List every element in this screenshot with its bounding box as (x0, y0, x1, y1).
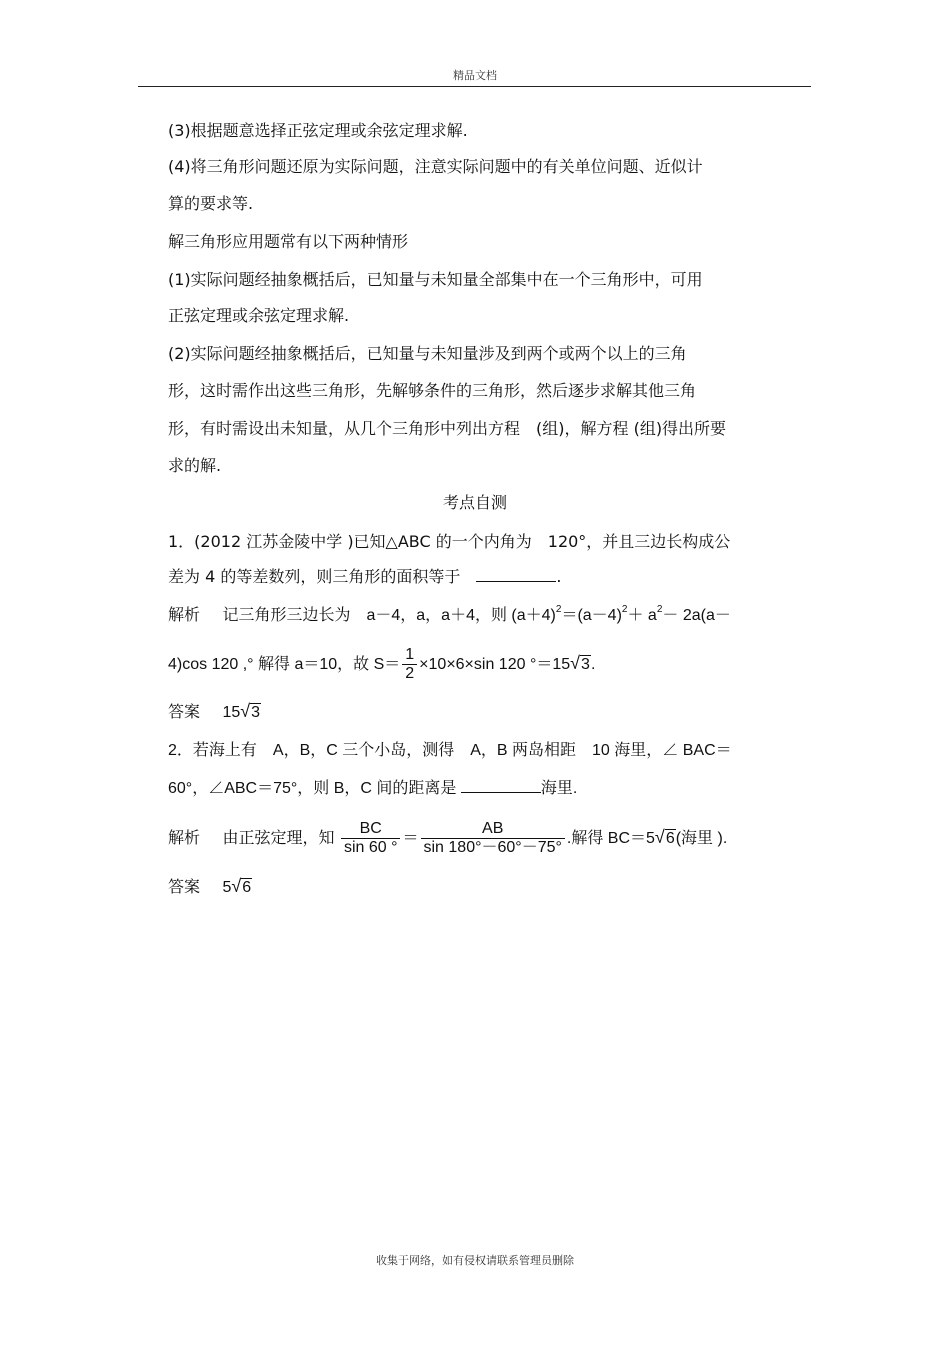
question-2-answer (168, 876, 252, 898)
section-title: 考点自测 (442, 493, 507, 512)
sqrt: √6 (231, 876, 252, 896)
question-2-line-1: 2．若海上有 A，B，C 三个小岛，测得 A，B 两岛相距 10 海里，∠ BAC＝ (168, 742, 732, 759)
solution-text: 4)cos 120 ,° 解得 a＝10，故 S＝ (168, 656, 401, 673)
question-1-solution-line-1 (168, 606, 731, 628)
solution-text: 记三角形三边长为 a－4，a，a＋4，则 (a＋4) (222, 607, 556, 624)
question-2-solution (168, 815, 727, 861)
question-2-text: 60°，∠ABC＝75°，则 B，C 间的距离是 (168, 780, 461, 797)
page-header: 精品文档 (453, 69, 497, 82)
period: . (590, 656, 596, 673)
exponent: 2 (555, 604, 562, 615)
question-1-line-2 (168, 567, 561, 587)
period: . (556, 567, 562, 586)
sqrt-argument: 6 (665, 830, 675, 847)
answer-blank (461, 778, 541, 793)
fraction-denominator: sin 60 ° (343, 839, 398, 857)
question-1-line-1: 1．(2012 江苏金陵中学 )已知△ABC 的一个内角为 120°，并且三边长构成公 (168, 532, 731, 551)
solution-text: 由正弦定理，知 (222, 830, 335, 847)
text-line: 求的解. (168, 456, 222, 475)
fraction-denominator: 2 (405, 665, 415, 683)
fraction-denominator: sin 180°－60°－75° (423, 839, 562, 857)
fraction-one-half (402, 646, 417, 683)
solution-text: (海里 ). (675, 830, 728, 847)
text-line: 形，有时需设出未知量，从几个三角形中列出方程 (组)，解方程 (组)得出所要 (168, 419, 727, 438)
exponent: 2 (621, 604, 628, 615)
solution-text: － 2a(a－ (662, 607, 731, 624)
solution-text: ＋ a (627, 607, 657, 624)
sqrt: √3 (570, 653, 590, 673)
fraction-bc-sin60 (341, 820, 401, 857)
sqrt-argument: 6 (242, 879, 252, 896)
sqrt: √6 (654, 827, 675, 847)
answer-blank (476, 567, 556, 582)
question-2-text: 海里. (540, 780, 578, 797)
answer-value: 15 (222, 704, 241, 721)
sqrt-argument: 3 (581, 656, 590, 673)
text-line: (3)根据题意选择正弦定理或余弦定理求解. (168, 121, 468, 140)
exponent: 2 (656, 604, 663, 615)
page-footer: 收集于网络，如有侵权请联系管理员删除 (376, 1254, 574, 1267)
solution-label: 解析 (168, 607, 201, 624)
question-1-text: 差为 4 的等差数列，则三角形的面积等于 (168, 567, 477, 586)
equals-sign: ＝ (402, 830, 419, 847)
text-line: 形，这时需作出这些三角形，先解够条件的三角形，然后逐步求解其他三角 (168, 381, 697, 400)
question-1-solution-line-2 (168, 645, 595, 683)
solution-text: ＝(a－4) (561, 607, 622, 624)
text-line: (2)实际问题经抽象概括后，已知量与未知量涉及到两个或两个以上的三角 (168, 344, 687, 363)
text-line: 解三角形应用题常有以下两种情形 (168, 232, 409, 251)
answer-label: 答案 (168, 704, 201, 721)
solution-text: .解得 BC＝5 (566, 830, 655, 847)
fraction-ab-sin (421, 820, 565, 857)
fraction-numerator: 1 (402, 646, 417, 665)
sqrt: √3 (240, 701, 261, 721)
solution-label: 解析 (168, 830, 201, 847)
fraction-numerator: AB (421, 820, 565, 839)
text-line: (1)实际问题经抽象概括后，已知量与未知量全部集中在一个三角形中，可用 (168, 270, 703, 289)
question-1-answer (168, 701, 261, 723)
answer-value: 5 (222, 879, 232, 896)
text-line: 算的要求等. (168, 194, 254, 213)
question-2-line-2 (168, 778, 577, 799)
text-line: 正弦定理或余弦定理求解. (168, 306, 350, 325)
solution-text: ×10×6×sin 120 °＝15 (419, 656, 571, 673)
sqrt-argument: 3 (251, 704, 261, 721)
answer-label: 答案 (168, 879, 201, 896)
fraction-numerator: BC (341, 820, 401, 839)
text-line: (4)将三角形问题还原为实际问题，注意实际问题中的有关单位问题、近似计 (168, 157, 703, 176)
header-divider (138, 86, 811, 87)
